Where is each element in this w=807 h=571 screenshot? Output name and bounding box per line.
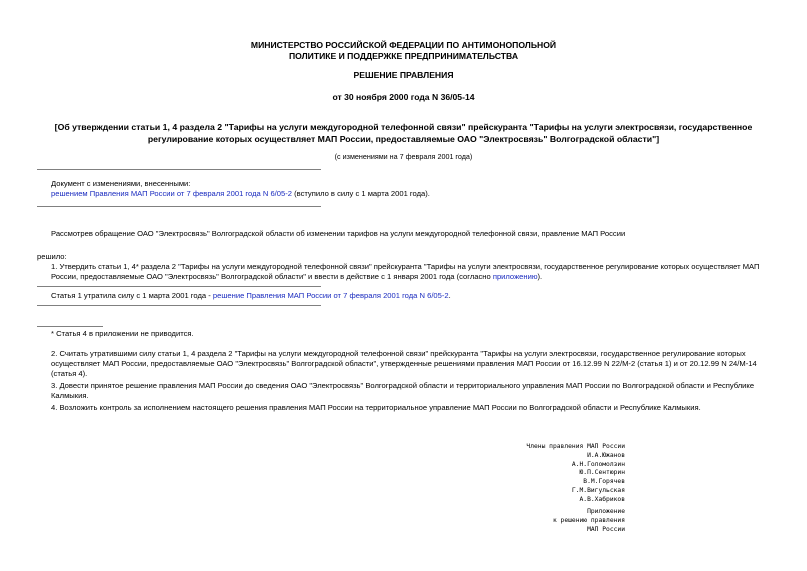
repeal-link[interactable]: решение Правления МАП России от 7 февраля 2001 года N 6/05-2 <box>212 291 449 300</box>
ministry-line-2: ПОЛИТИКЕ И ПОДДЕРЖКЕ ПРЕДПРИНИМАТЕЛЬСТВА <box>288 51 519 62</box>
item-4-text: 4. Возложить контроль за исполнением настоящего решения правления МАП России на территориальное управление МАП России по Волгоградской области и Республике Калмыкия. <box>51 403 701 412</box>
ministry-name <box>0 40 807 62</box>
item-1-body: 1. Утвердить статьи 1, 4* раздела 2 "Тарифы на услуги междугородной телефонной связи" прейскуранта "Тарифы на услуги электросвязи, государственное регулирование которых осуществляет МАП России, предоставляемые ОАО "Электросвязь" Волгоградской области" и ввести в действие с 1 января 2001 года (согласно <box>51 262 760 282</box>
item-1-end: ). <box>537 272 543 282</box>
item-1 <box>37 262 772 282</box>
repeal-note <box>37 291 772 301</box>
amendment-note: (с изменениями на 7 февраля 2001 года) <box>334 152 473 161</box>
document-title: [Об утверждении статьи 1, 4 раздела 2 "Тарифы на услуги междугородной телефонной связи" прейскуранта "Тарифы на услуги электросвязи, государственное регулирование которых осуществляет МАП России, предоставляемые ОАО "Электросвязь" Волгоградской области"] <box>54 122 753 144</box>
item-4 <box>37 403 772 413</box>
decision-label: РЕШЕНИЕ ПРАВЛЕНИЯ <box>353 70 454 80</box>
item-1-text <box>37 262 772 282</box>
amendments-box <box>37 179 772 199</box>
item-3 <box>37 381 772 401</box>
preamble <box>37 229 772 239</box>
appendix-heading <box>420 508 625 534</box>
signatures-block <box>420 443 625 505</box>
preamble-text: Рассмотрев обращение ОАО "Электросвязь" Волгоградской области об изменении тарифов на услуги междугородной телефонной связи, правление МАП России <box>51 229 626 238</box>
footnote-divider <box>37 326 103 327</box>
signature-member: И.А.Южанов <box>587 451 625 459</box>
appendix-line: к решению правления <box>552 516 625 524</box>
divider <box>37 286 321 287</box>
repeal-note-end: . <box>448 291 451 300</box>
appendix-link[interactable]: приложению <box>492 272 538 282</box>
signatures-heading: Члены правления МАП России <box>526 443 625 450</box>
appendix-line: Приложение <box>587 508 625 515</box>
item-2 <box>37 349 772 379</box>
footnote-text: * Статья 4 в приложении не приводится. <box>51 329 194 338</box>
signature-member: А.Н.Голомолзин <box>571 460 625 468</box>
decision-date-number: от 30 ноября 2000 года N 36/05-14 <box>332 92 475 102</box>
signature-member: А.В.Хабриков <box>579 495 625 503</box>
amendment-link[interactable]: решением Правления МАП России от 7 февраля 2001 года N 6/05-2 <box>51 189 292 199</box>
divider <box>37 305 321 306</box>
amendment-suffix: (вступило в силу с 1 марта 2001 года). <box>291 189 430 199</box>
signature-member: Ю.П.Сентюрин <box>579 469 625 477</box>
amendments-intro: Документ с изменениями, внесенными: <box>51 179 191 188</box>
appendix-line: МАП России <box>587 525 625 533</box>
ministry-line-1: МИНИСТЕРСТВО РОССИЙСКОЙ ФЕДЕРАЦИИ ПО АНТИМОНОПОЛЬНОЙ <box>250 40 557 50</box>
repeal-note-text <box>37 291 772 301</box>
amendments-entry <box>37 189 772 199</box>
footnote <box>37 329 772 339</box>
divider <box>37 206 321 207</box>
item-2-text: 2. Считать утратившими силу статьи 1, 4 раздела 2 "Тарифы на услуги междугородной телефонной связи" прейскуранта "Тарифы на услуги электросвязи, государственное регулирование которых осуществляет МАП России, предоставляемые ОАО "Электросвязь" Волгоградской области", утвержденные решениями правления МАП России от 16.12.99 N 22/М-2 (статья 1) и от 20.12.99 N 24/М-14 (статья 4). <box>51 349 757 379</box>
item-3-text: 3. Довести принятое решение правления МАП России до сведения ОАО "Электросвязь" Волгоградской области и территориального управления МАП России по Волгоградской области и Республике Калмыкия. <box>51 381 755 401</box>
signature-member: Г.М.Вигульская <box>571 487 625 495</box>
signature-member: В.М.Горячев <box>583 478 625 486</box>
repeal-note-prefix: Статья 1 утратила силу с 1 марта 2001 года - <box>51 291 213 300</box>
resolved-label: решило: <box>37 252 67 261</box>
divider <box>37 169 321 170</box>
